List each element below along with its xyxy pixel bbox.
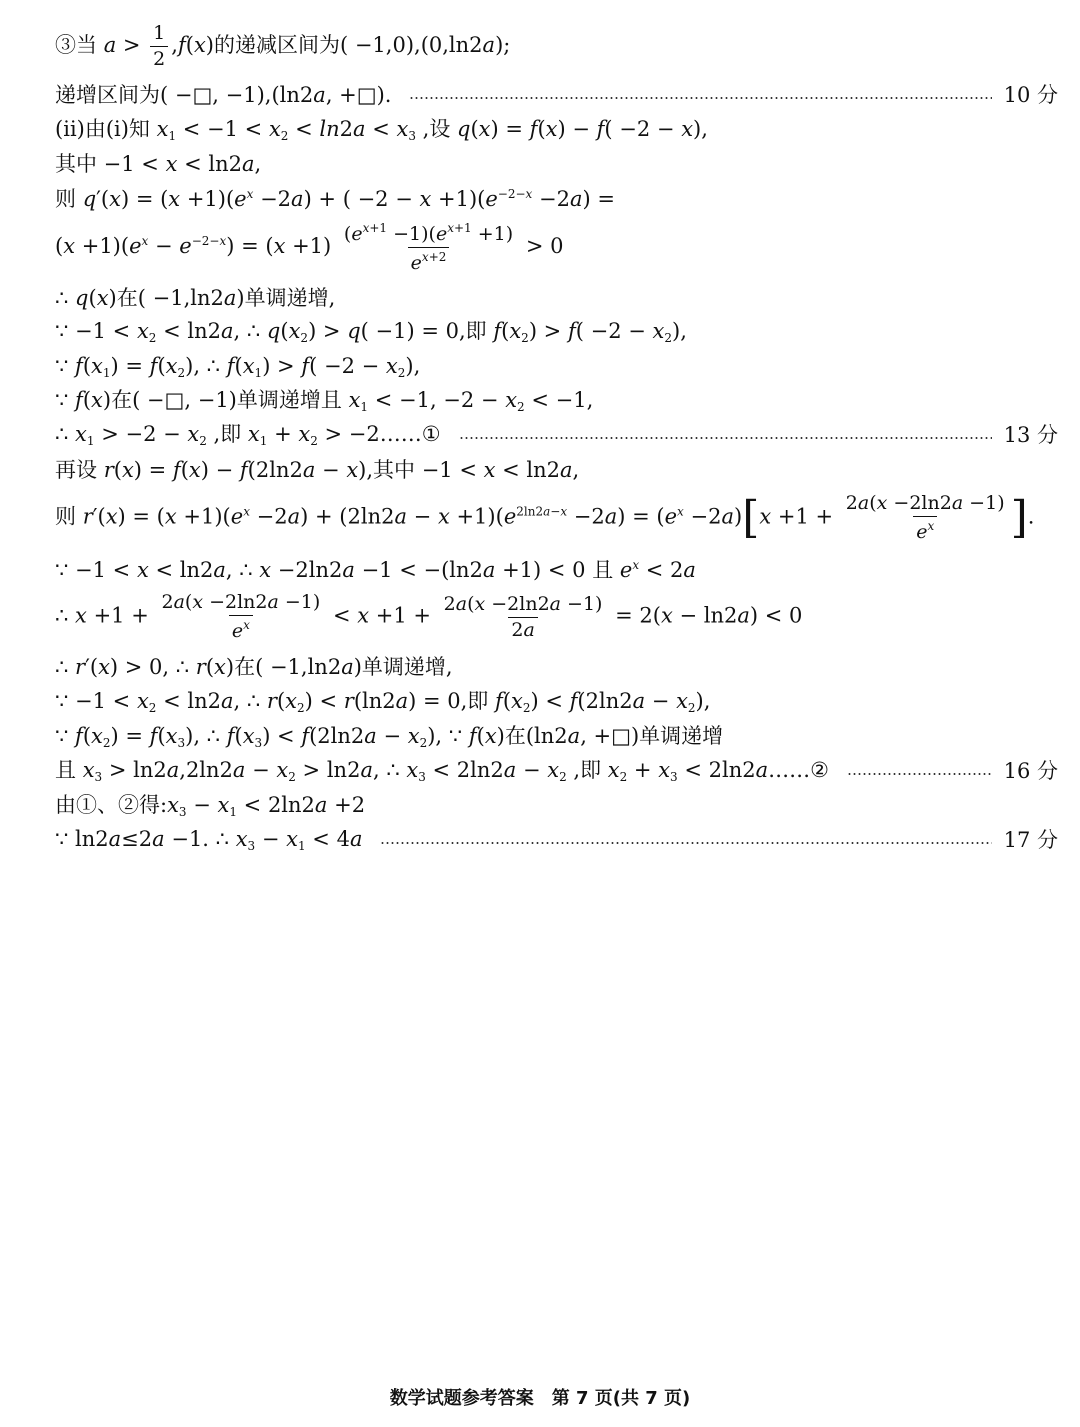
dot-leader xyxy=(409,97,991,99)
fraction: $\frac{2a(x -2\ln 2a -1)}{e^x}$ xyxy=(161,591,321,642)
fraction: $\frac{2a(x -2\ln 2a -1)}{e^x}$ xyxy=(845,492,1005,543)
solution-line: ∵ $-1 < x_2 < \ln 2a$, ∴ $r(x_2) < r(\ln 2a) = 0$,即 $f(x_2) < f(2\ln 2a - x_2)$, xyxy=(55,688,711,715)
solution-line: $(x +1)(e^x - e^{-2-x}) = (x +1)$ $\frac{(e^{x+1} -1)(e^{x+1} +1)}{e^{x+2}}$ > 0 xyxy=(55,220,564,274)
page-footer: 数学试题参考答案 第 7 页(共 7 页) xyxy=(389,1388,691,1409)
solution-line: 其中 −1 < x < ln2a, xyxy=(55,151,262,176)
solution-line: 由①、②得$:x_3 - x_1 < 2\ln 2a +2$ xyxy=(55,792,366,819)
solution-line: ∴ r′(x) > 0, ∴ r(x)在( −1,ln2a)单调递增, xyxy=(55,654,453,679)
solution-line: ∴ x +1 + $\frac{2a(x -2\ln 2a -1)}{e^x}$ < x +1 + $\frac{2a(x -2\ln 2a -1)}{2a}$ = 2(x − ln2a) < 0 xyxy=(55,591,803,642)
dot-leader xyxy=(380,842,991,844)
solution-line: ∵ $-1 < x_2 < \ln 2a$, ∴ $q(x_2) > q( -1) = 0$,即 $f(x_2) > f( -2 - x_2)$, xyxy=(55,318,687,345)
solution-line: 则 $r'(x) = (x +1)(e^x -2a) + (2\ln 2a - x +1)(e^{2ln2a-x} -2a) = (e^x -2a)[x +1$ + $\frac{2a(x -2\ln 2a -1)}{e^x}$ ]. xyxy=(55,492,1035,544)
fraction: $\frac{2a(x -2\ln 2a -1)}{2a}$ xyxy=(443,592,603,641)
dot-leader xyxy=(847,773,992,775)
solution-line: ③当 a > $\frac{1}{2}$ ,f(x)的递减区间为( −1,0),(0,ln2a); xyxy=(55,21,511,70)
fraction: $\frac{(e^{x+1} -1)(e^{x+1} +1)}{e^{x+2}}$ xyxy=(343,220,514,274)
solution-line: 递增区间为( −□, −1),(ln2a, +□). 10 分 xyxy=(55,82,1058,107)
solution-line: ∵ f(x)在( −□, −1)单调递增且 $x_1 < -1$, $-2 - x_2 < -1$, xyxy=(55,387,594,414)
solution-line: ∵ $f(x_1) = f(x_2)$, ∴ $f(x_1) > f( -2 - x_2)$, xyxy=(55,353,421,380)
solution-line: ∵ $f(x_2) = f(x_3)$, ∴ $f(x_3) < f(2\ln 2a - x_2)$, ∵ f(x)在(ln2a, +□)单调递增 xyxy=(55,723,724,750)
solution-line: 再设 r(x) = f(x) − f(2ln2a − x),其中 −1 < x < ln2a, xyxy=(55,457,580,482)
solution-line: ∴ q(x)在( −1,ln2a)单调递增, xyxy=(55,285,336,310)
score-marker: 13 分 xyxy=(1003,422,1058,447)
score-marker: 17 分 xyxy=(1003,827,1058,852)
fraction: $\frac{1}{2}$ xyxy=(150,24,168,69)
solution-line: ∵ ln2a≤2a −1. ∴ $x_3 - x_1 < 4a$ 17 分 xyxy=(55,826,1058,853)
solution-line: 则 $q'(x) = (x +1)(e^x -2a)$ + ( $-2 - x +1)(e^{-2-x} -2a)$ = xyxy=(55,187,615,211)
solution-line: ∴ $x_1 > -2 - x_2$ ,即 $x_1 + x_2$ > −2……① 13 分 xyxy=(55,421,1058,448)
solution-line: ∵ −1 < x < ln2a, ∴ x −2ln2a −1 < −(ln2a +1) < 0 且 $e^x < 2a$ xyxy=(55,558,696,582)
score-marker: 16 分 xyxy=(1003,758,1058,783)
solution-line: 且 $x_3 > \ln 2a,2\ln 2a - x_2 > \ln 2a$, ∴ $x_3 < 2\ln 2a - x_2$ ,即 $x_2 + x_3$ < 2ln2a……② 16 分 xyxy=(55,757,1058,784)
score-marker: 10 分 xyxy=(1003,82,1058,107)
solution-line: (ⅱ)由(ⅰ)知 $x_1 < -1 < x_2 < \ln 2a < x_3$ ,设 q(x) = f(x) − f( −2 − x), xyxy=(55,116,708,143)
dot-leader xyxy=(459,437,992,439)
